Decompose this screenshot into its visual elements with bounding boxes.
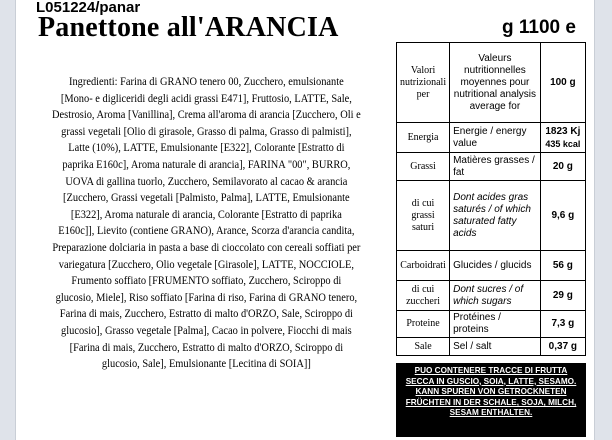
nutrient-name: Carboidrati: [397, 251, 450, 281]
nutrition-table: [396, 42, 586, 356]
net-weight: g 1100 e: [502, 17, 576, 38]
nutrient-name: di cui grassi saturi: [397, 181, 450, 251]
nutrient-value: 29 g: [540, 281, 585, 311]
header-col3: 100 g: [540, 43, 585, 123]
nutrient-value: 7,3 g: [540, 311, 585, 338]
nutrient-translation: Glucides / glucids: [450, 251, 541, 281]
nutrition-header-row: [397, 43, 586, 123]
nutrition-row-sugars: [397, 281, 586, 311]
nutrient-name: di cui zuccheri: [397, 281, 450, 311]
allergen-warning-box: PUO CONTENERE TRACCE DI FRUTTA SECCA IN GUSCIO, SOIA, LATTE, SESAMO. KANN SPUREN VON GETROCKNETEN FRÜCHTEN IN DER SCHALE, SOJA, MILCH, SESAM ENTHALTEN.: [396, 363, 586, 437]
nutrient-translation: Energie / energy value: [450, 123, 541, 153]
nutrient-name: Grassi: [397, 153, 450, 181]
nutrition-row-carbs: [397, 251, 586, 281]
nutrition-row-fat: [397, 153, 586, 181]
nutrition-row-energy: [397, 123, 586, 153]
nutrient-name: Energia: [397, 123, 450, 153]
nutrient-name: Proteine: [397, 311, 450, 338]
lot-code: L051224/panar: [36, 0, 141, 16]
nutrient-value: 0,37 g: [540, 338, 585, 356]
header-col2: Valeurs nutritionnelles moyennes pour nutritional analysis average for: [450, 43, 541, 123]
nutrition-row-salt: [397, 338, 586, 356]
energy-kcal: 435 kcal: [545, 138, 581, 149]
header-col1: Valori nutrizionali per: [397, 43, 450, 123]
nutrient-name: Sale: [397, 338, 450, 356]
nutrient-value: 20 g: [540, 153, 585, 181]
nutrient-translation: Matières grasses / fat: [450, 153, 541, 181]
nutrient-translation: Dont sucres / of which sugars: [450, 281, 541, 311]
nutrient-translation: Protéines / proteins: [450, 311, 541, 338]
nutrient-value: 9,6 g: [540, 181, 585, 251]
ingredients-text: Ingredienti: Farina di GRANO tenero 00, Zucchero, emulsionante [Mono- e digliceridi degli acidi grassi E471], Fruttosio, LATTE, Sale, Destrosio, Aroma [Vanillina], Crema all'aroma di arancia [Zucchero, Oli e grassi vegetali [Olio di girasole, Grasso di palma, Grasso di palmisti], Latte (10%), LATTE, Emulsionante [E322], Colorante [Estratto di paprika E160c], Aroma naturale di arancia], FARINA "00", BURRO, UOVA di gallina tuorlo, Zucchero, Semilavorato al cacao & arancia [Zucchero, Grassi vegetali [Palmisto, Palma], LATTE, Emulsionante [E322], Aroma naturale di arancia, Colorante [Estratto di paprika E160c]], Lievito (contiene GRANO), Arance, Scorza d'arancia candita, Preparazione dolciaria in pasta a base di cioccolato con cereali soffiati per variegatura [Zucchero, Olio vegetale [Girasole], LATTE, NOCCIOLE, Frumento soffiato [FRUMENTO soffiato, Zucchero, Sciroppo di glucosio, Miele], Riso soffiato [Farina di riso, Farina di GRANO tenero, Farina di mais, Zucchero, Estratto di malto d'ORZO, Sale, Sciroppo di glucosio], Grasso vegetale [Palma], Cacao in polvere, Fiocchi di mais [Farina di mais, Zucchero, Estratto di malto d'ORZO, Sciroppo di glucosio, Sale], Emulsionante [Lecitina di SOIA]]: [52, 76, 361, 371]
nutrient-translation: Dont acides gras saturés / of which saturated fatty acids: [450, 181, 541, 251]
nutrient-value: [540, 123, 585, 153]
product-title: Panettone all'ARANCIA: [38, 12, 339, 43]
nutrition-row-protein: [397, 311, 586, 338]
nutrition-row-saturated: [397, 181, 586, 251]
energy-kj: 1823 Kj: [545, 125, 581, 137]
nutrient-translation: Sel / salt: [450, 338, 541, 356]
nutrient-value: 56 g: [540, 251, 585, 281]
